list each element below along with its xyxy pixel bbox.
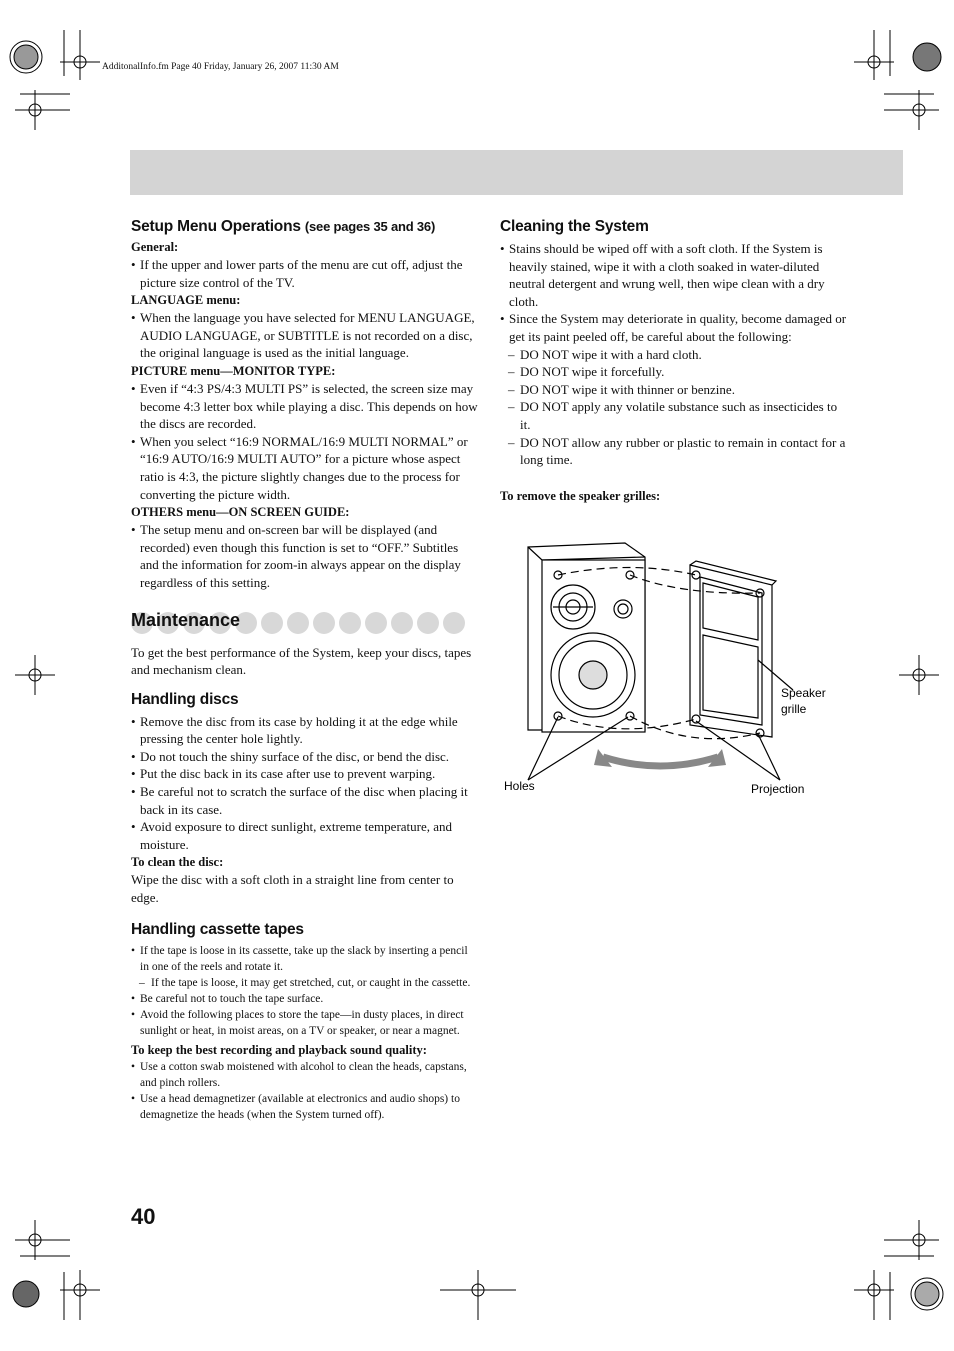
page-number: 40 [131, 1204, 156, 1229]
cleaning-heading: Cleaning the System [500, 218, 649, 235]
list-item: • Do not touch the shiny surface of the disc, or bend the disc. [131, 748, 479, 766]
cleaning-list [500, 240, 850, 469]
list-subitem: – DO NOT wipe it forcefully. [500, 363, 850, 381]
language-label: LANGUAGE menu: [131, 293, 241, 308]
maintenance-heading [131, 610, 479, 636]
general-label: General: [131, 240, 179, 254]
keep-quality-label: To keep the best recording and playback sound quality: [131, 1042, 427, 1057]
list-subitem: – DO NOT allow any rubber or plastic to remain in contact for a long time. [500, 434, 850, 469]
clean-disc-text: Wipe the disc with a soft cloth in a straight line from center to edge. [131, 872, 454, 906]
setup-title: Setup Menu Operations [131, 218, 301, 235]
header-band [130, 150, 903, 195]
list-item: • When the language you have selected for MENU LANGUAGE, AUDIO LANGUAGE, or SUBTITLE is not recorded on a disc, the original language is used as the initial language. [131, 309, 479, 362]
speaker-grille-label-2: grille [781, 702, 807, 716]
setup-title-ref: (see pages 35 and 36) [304, 219, 436, 234]
tapes-heading: Handling cassette tapes [131, 920, 304, 938]
list-item: • Stains should be wiped off with a soft cloth. If the System is heavily stained, wipe it with a cloth soaked in water-diluted neutral detergent and wrung well, then wipe clean with a dry cloth. [500, 240, 850, 310]
list-item: • Be careful not to scratch the surface of the disc when placing it back in its case. [131, 783, 479, 818]
speaker-grille-label-1: Speaker [781, 686, 826, 700]
picture-list [131, 380, 479, 503]
grilles-label: To remove the speaker grilles: [500, 488, 661, 503]
projection-label: Projection [751, 782, 805, 796]
left-column [131, 218, 479, 1123]
discs-list [131, 713, 479, 854]
discs-heading: Handling discs [131, 690, 239, 708]
holes-label: Holes [504, 779, 535, 793]
list-subitem: – If the tape is loose, it may get stretched, cut, or caught in the cassette. [131, 975, 479, 991]
others-list [131, 521, 479, 591]
others-label: OTHERS menu—ON SCREEN GUIDE: [131, 505, 350, 520]
clean-disc-label: To clean the disc: [131, 855, 224, 870]
list-item: • Use a cotton swab moistened with alcohol to clean the heads, capstans, and pinch rollers. [131, 1059, 479, 1091]
language-list [131, 309, 479, 362]
file-header: AdditonalInfo.fm Page 40 Friday, January 26, 2007 11:30 AM [102, 62, 339, 72]
list-item: • Put the disc back in its case after use to prevent warping. [131, 765, 479, 783]
picture-label: PICTURE menu—MONITOR TYPE: [131, 363, 336, 378]
setup-heading [131, 218, 479, 236]
tapes-list [131, 943, 479, 1039]
maintenance-title: Maintenance [131, 609, 241, 630]
list-item: • When you select “16:9 NORMAL/16:9 MULTI NORMAL” or “16:9 AUTO/16:9 MULTI AUTO” for a picture whose aspect ratio is 4:3, the picture slightly changes due to the process for converting the picture width. [131, 433, 479, 503]
maintenance-intro: To get the best performance of the System, keep your discs, tapes and mechanism clean. [131, 644, 472, 678]
list-item: • Remove the disc from its case by holding it at the edge while pressing the center hole lightly. [131, 713, 479, 748]
list-subitem: – DO NOT wipe it with a hard cloth. [500, 346, 850, 364]
general-list [131, 256, 479, 291]
speaker-grille-diagram [500, 535, 830, 810]
list-subitem: – DO NOT apply any volatile substance such as insecticides to it. [500, 398, 850, 433]
list-item: • Avoid the following places to store the tape—in dusty places, in direct sunlight or heat, in moist areas, on a TV or speaker, or near a magnet. [131, 1007, 479, 1039]
list-item: • Use a head demagnetizer (available at electronics and audio shops) to demagnetize the heads (when the System turned off). [131, 1091, 479, 1123]
list-item: • Since the System may deteriorate in quality, become damaged or get its paint peeled off, be careful about the following: [500, 310, 850, 345]
keep-quality-list [131, 1059, 479, 1123]
list-item: • Be careful not to touch the tape surface. [131, 991, 479, 1007]
list-item: • Avoid exposure to direct sunlight, extreme temperature, and moisture. [131, 818, 479, 853]
list-item: • Even if “4:3 PS/4:3 MULTI PS” is selected, the screen size may become 4:3 letter box while playing a disc. This depends on how the discs are recorded. [131, 380, 479, 433]
list-subitem: – DO NOT wipe it with thinner or benzine. [500, 381, 850, 399]
list-item: • If the upper and lower parts of the menu are cut off, adjust the picture size control of the TV. [131, 256, 479, 291]
right-column [500, 218, 850, 505]
list-item: • If the tape is loose in its cassette, take up the slack by inserting a pencil in one of the reels and rotate it. [131, 943, 479, 975]
list-item: • The setup menu and on-screen bar will be displayed (and recorded) even though this function is set to “OFF.” Subtitles and the information for zoom-in always appear on the display regardless of this setting. [131, 521, 479, 591]
